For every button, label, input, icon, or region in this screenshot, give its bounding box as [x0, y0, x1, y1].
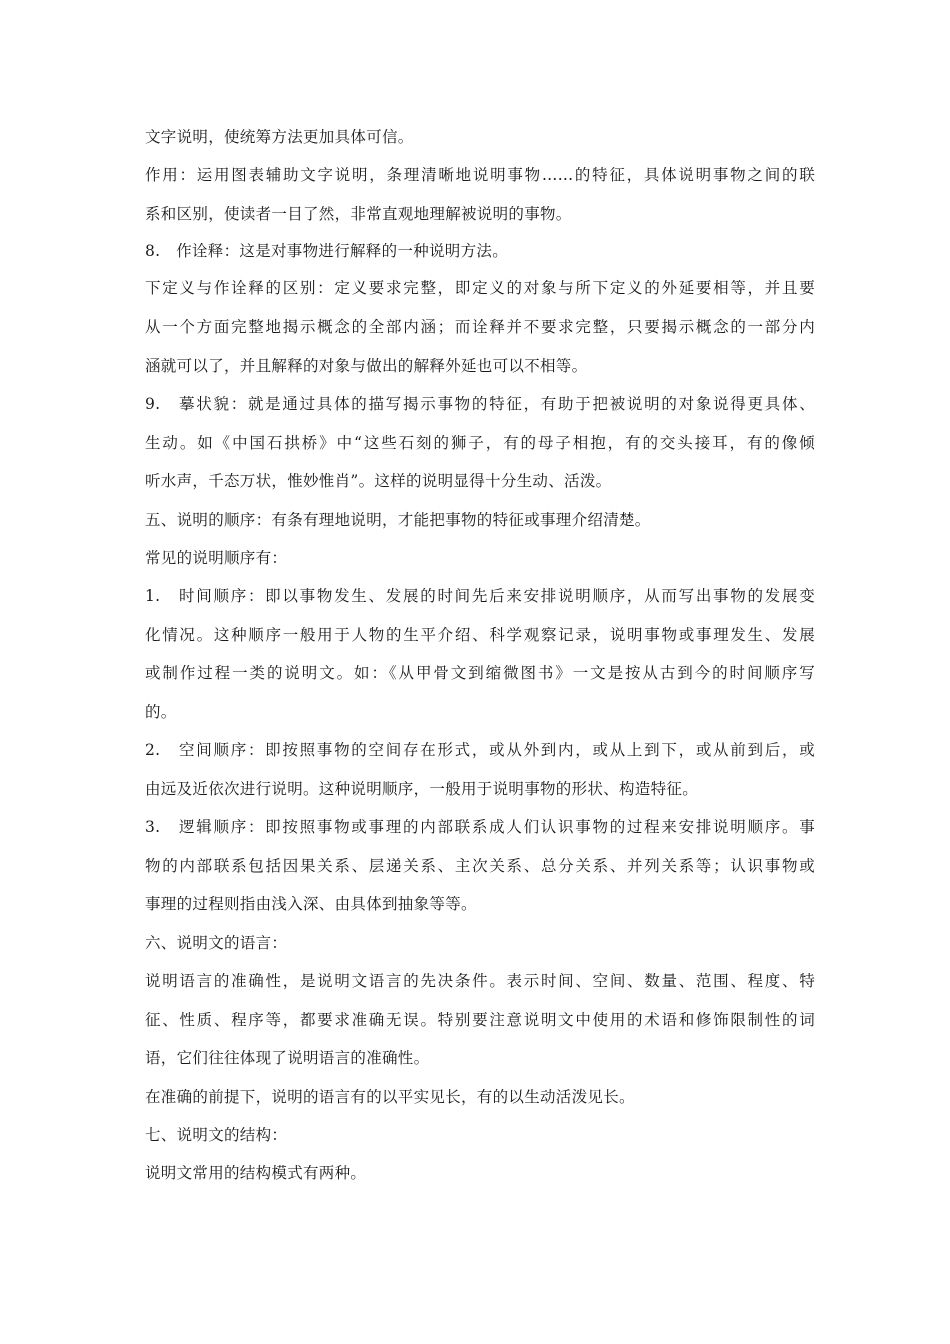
- text-line-10: 听水声，千态万状，惟妙惟肖”。这样的说明显得十分生动、活泼。: [145, 472, 612, 490]
- text-line-5: 下定义与作诠释的区别：定义要求完整，即定义的对象与所下定义的外延要相等，并且要: [145, 279, 815, 297]
- text-line-25: 语，它们往往体现了说明语言的准确性。: [145, 1049, 430, 1067]
- text-line-23: 说明语言的准确性，是说明文语言的先决条件。表示时间、空间、数量、范围、程度、特: [145, 972, 815, 990]
- text-line-6: 从一个方面完整地揭示概念的全部内涵；而诠释并不要求完整，只要揭示概念的一部分内: [145, 318, 815, 336]
- text-line-16: 的。: [145, 703, 177, 721]
- text-line-27: 七、说明文的结构：: [145, 1126, 288, 1144]
- text-line-17: 2. 空间顺序：即按照事物的空间存在形式，或从外到内，或从上到下，或从前到后，或: [145, 741, 815, 759]
- text-line-26: 在准确的前提下，说明的语言有的以平实见长，有的以生动活泼见长。: [145, 1088, 635, 1106]
- text-line-19: 3. 逻辑顺序：即按照事物或事理的内部联系成人们认识事物的过程来安排说明顺序。事: [145, 818, 815, 836]
- text-line-11: 五、说明的顺序：有条有理地说明，才能把事物的特征或事理介绍清楚。: [145, 511, 651, 529]
- text-line-9: 生动。如《中国石拱桥》中“这些石刻的狮子，有的母子相抱，有的交头接耳，有的像倾: [145, 434, 815, 452]
- text-line-2: 作用：运用图表辅助文字说明，条理清晰地说明事物……的特征，具体说明事物之间的联: [145, 166, 815, 184]
- text-line-15: 或制作过程一类的说明文。如：《从甲骨文到缩微图书》一文是按从古到今的时间顺序写: [145, 664, 815, 682]
- text-line-14: 化情况。这种顺序一般用于人物的生平介绍、科学观察记录，说明事物或事理发生、发展: [145, 626, 815, 644]
- text-line-12: 常见的说明顺序有：: [145, 549, 288, 567]
- text-line-4: 8. 作诠释：这是对事物进行解释的一种说明方法。: [145, 242, 508, 260]
- text-line-8: 9. 摹状貌：就是通过具体的描写揭示事物的特征，有助于把被说明的对象说得更具体、: [145, 395, 815, 413]
- text-line-21: 事理的过程则指由浅入深、由具体到抽象等等。: [145, 895, 477, 913]
- text-line-13: 1. 时间顺序：即以事物发生、发展的时间先后来安排说明顺序，从而写出事物的发展变: [145, 587, 815, 605]
- text-line-7: 涵就可以了，并且解释的对象与做出的解释外延也可以不相等。: [145, 357, 588, 375]
- text-line-24: 征、性质、程序等，都要求准确无误。特别要注意说明文中使用的术语和修饰限制性的词: [145, 1011, 815, 1029]
- text-line-28: 说明文常用的结构模式有两种。: [145, 1164, 367, 1182]
- text-line-22: 六、说明文的语言：: [145, 934, 288, 952]
- text-line-20: 物的内部联系包括因果关系、层递关系、主次关系、总分关系、并列关系等；认识事物或: [145, 857, 815, 875]
- text-line-18: 由远及近依次进行说明。这种说明顺序，一般用于说明事物的形状、构造特征。: [145, 780, 699, 798]
- text-line-3: 系和区别，使读者一目了然，非常直观地理解被说明的事物。: [145, 205, 572, 223]
- text-line-1: 文字说明，使统筹方法更加具体可信。: [145, 128, 414, 146]
